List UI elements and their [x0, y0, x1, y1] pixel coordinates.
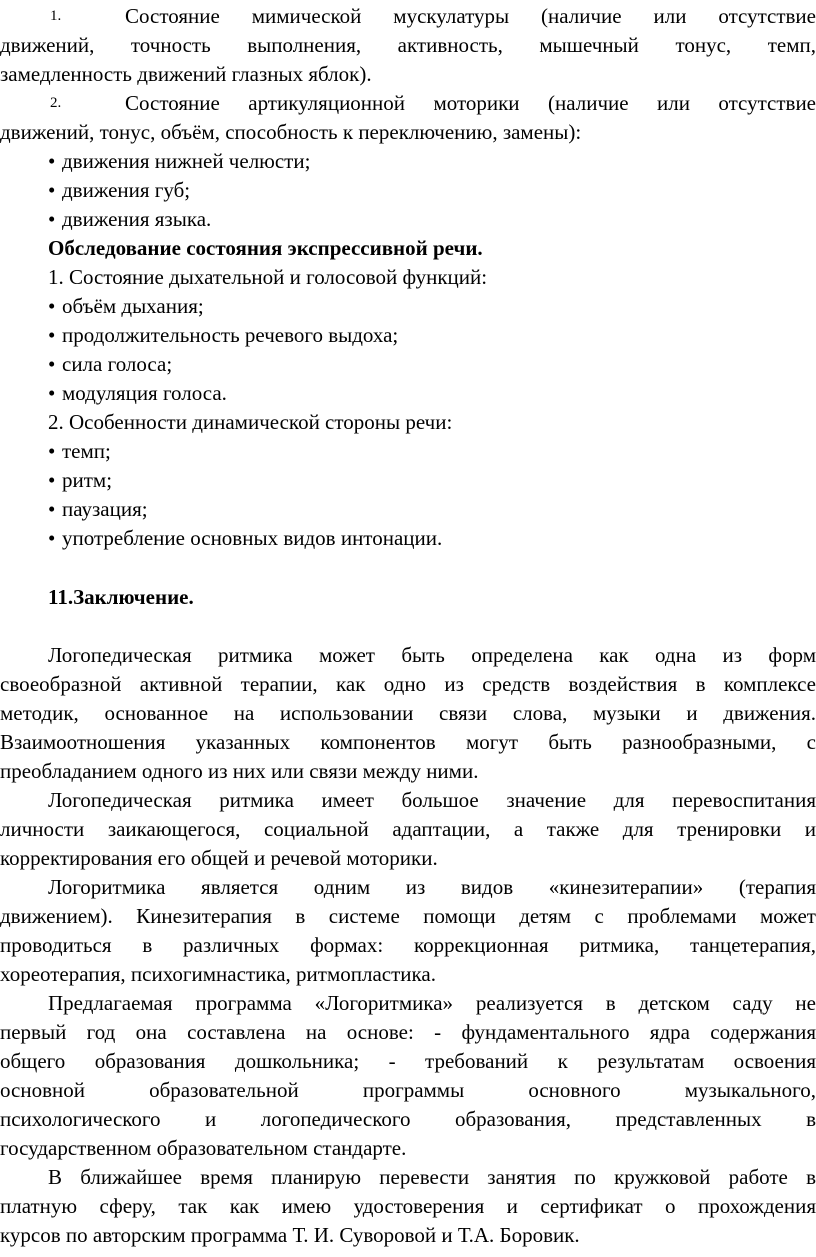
paragraph-line: государственном образовательном стандарте.: [0, 1136, 407, 1160]
bullet-icon: •: [48, 294, 56, 318]
list-number: 2.: [50, 95, 62, 111]
paragraph-line: В ближайшее время планирую перевести занятия по кружковой работе в: [48, 1165, 816, 1189]
paragraph-line: Логопедическая ритмика может быть определена как одна из форм: [48, 643, 816, 667]
paragraph-line: Предлагаемая программа «Логоритмика» реализуется в детском саду не: [48, 991, 816, 1015]
paragraph-line: методик, основанное на использовании связи слова, музыки и движения.: [0, 701, 816, 725]
paragraph-line: Взаимоотношения указанных компонентов могут быть разнообразными, с: [0, 730, 816, 754]
paragraph-line: преобладанием одного из них или связи между ними.: [0, 759, 479, 783]
bullet-icon: •: [48, 352, 56, 376]
list-item-2-line-2: движений, тонус, объём, способность к переключению, замены):: [0, 120, 582, 144]
bullet-icon: •: [48, 323, 56, 347]
paragraph-line: общего образования дошкольника; - требований к результатам освоения: [0, 1049, 816, 1073]
list-number: 1.: [50, 8, 62, 24]
section-heading: Обследование состояния экспрессивной речи.: [48, 236, 483, 260]
document-page: 1. Состояние мимической мускулатуры (наличие или отсутствие движений, точность выполнения, активность, мышечный тонус, темп, замедленность движений глазных яблок). 2. Состояние артикуляционной моторики (наличие или отсутствие движений, тонус, объём, способность к переключению, замены): • движения нижней челюсти; • движения губ; • движения языка. Обследование состояния экспрессивной речи. 1. Состояние дыхательной и голосовой функций: • объём дыхания; • продолжительность речевого выдоха; • сила голоса; • модуляция голоса. 2. Особенности динамической стороны речи: • темп; • ритм; • паузация; • употребление основных видов интонации. 11.Заключение. Логопедическая ритмика может быть определена как одна из форм своеобразной активной терапии, как одно из средств воздействия в комплексе методик, основанное на использовании связи слова, музыки и движения. Взаимоотношения указанных компонентов могут быть разнообразными, с преобладанием одного из них или связи между ними. Логопедическая ритмика имеет большое значение для перевоспитания личности заикающегося, социальной адаптации, а также для тренировки и корректирования его общей и речевой моторики. Логоритмика является одним из видов «кинезитерапии» (терапия движением). Кинезитерапия в системе помощи детям с проблемами может проводиться в различных формах: коррекционная ритмика, танцетерапия, хореотерапия, психогимнастика, ритмопластика. Предлагаемая программа «Логоритмика» реализуется в детском саду не первый год она составлена на основе: - фундаментального ядра содержания общего образования дошкольника; - требований к результатам освоения основной образовательной программы основного музыкального, психологического и логопедического образования, представленных в государственном образовательном стандарте. В ближайшее время планирую перевести занятия по кружковой работе в платную сферу, так как имею удостоверения и сертификат о прохождения курсов по авторским программа Т. И. Суворовой и Т.А. Боровик.: [0, 0, 816, 1257]
list-text: Состояние артикуляционной моторики (наличие или отсутствие: [125, 91, 816, 115]
conclusion-title: 11.Заключение.: [48, 585, 194, 609]
bullet-icon: •: [48, 526, 56, 550]
paragraph-line: Логопедическая ритмика имеет большое значение для перевоспитания: [48, 788, 816, 812]
list-item-1-line-3: замедленность движений глазных яблок).: [0, 62, 372, 86]
bullet-icon: •: [48, 149, 56, 173]
subsection-heading: 1. Состояние дыхательной и голосовой функций:: [48, 265, 488, 289]
bullet-icon: •: [48, 468, 56, 492]
bullet-icon: •: [48, 381, 56, 405]
paragraph-line: Логоритмика является одним из видов «кинезитерапии» (терапия: [48, 875, 816, 899]
list-text: Состояние мимической мускулатуры (наличие или отсутствие: [125, 4, 816, 28]
paragraph-line: первый год она составлена на основе: - фундаментального ядра содержания: [0, 1020, 816, 1044]
paragraph-line: корректирования его общей и речевой моторики.: [0, 846, 438, 870]
paragraph-line: основной образовательной программы основного музыкального,: [0, 1078, 816, 1102]
subsection-heading: 2. Особенности динамической стороны речи:: [48, 410, 453, 434]
paragraph-line: проводиться в различных формах: коррекционная ритмика, танцетерапия,: [0, 933, 816, 957]
list-item-1-line-2: движений, точность выполнения, активность, мышечный тонус, темп,: [0, 33, 816, 57]
paragraph-line: движением). Кинезитерапия в системе помощи детям с проблемами может: [0, 904, 816, 928]
paragraph-line: своеобразной активной терапии, как одно из средств воздействия в комплексе: [0, 672, 816, 696]
bullet-icon: •: [48, 439, 56, 463]
paragraph-line: хореотерапия, психогимнастика, ритмопластика.: [0, 962, 436, 986]
paragraph-line: платную сферу, так как имею удостоверения и сертификат о прохождения: [0, 1194, 816, 1218]
bullet-icon: •: [48, 207, 56, 231]
bullet-icon: •: [48, 497, 56, 521]
paragraph-line: курсов по авторским программа Т. И. Суворовой и Т.А. Боровик.: [0, 1223, 580, 1247]
paragraph-line: психологического и логопедического образования, представленных в: [0, 1107, 816, 1131]
bullet-icon: •: [48, 178, 56, 202]
paragraph-line: личности заикающегося, социальной адаптации, а также для тренировки и: [0, 817, 816, 841]
